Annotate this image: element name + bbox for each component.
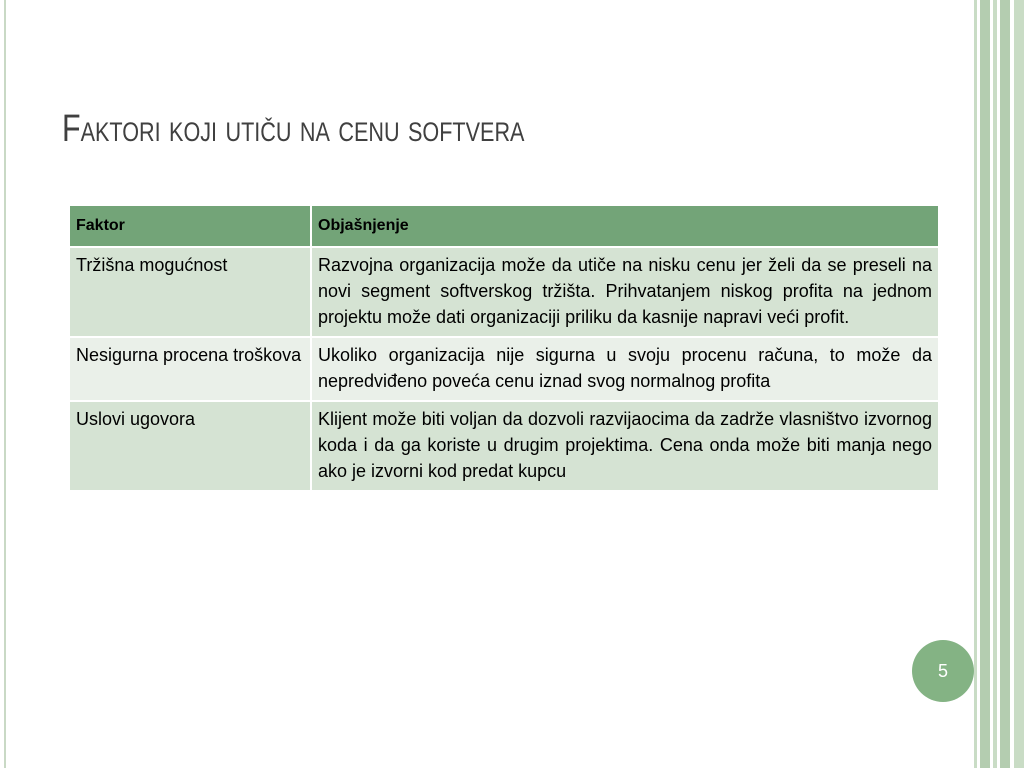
header-explanation: Objašnjenje	[311, 205, 939, 247]
table-row	[69, 401, 939, 491]
table-row	[69, 247, 939, 337]
page-number-badge: 5	[912, 640, 974, 702]
decorative-side-stripes	[974, 0, 1024, 768]
header-factor: Faktor	[69, 205, 311, 247]
table-row	[69, 337, 939, 401]
explanation-cell: Ukoliko organizacija nije sigurna u svoju procenu računa, to može da nepredviđeno poveća cenu iznad svog normalnog profita	[311, 337, 939, 401]
factor-cell: Uslovi ugovora	[69, 401, 311, 491]
left-frame-line	[4, 0, 6, 768]
slide-title: Faktori koji utiču na cenu softvera	[62, 108, 525, 150]
factor-cell: Tržišna mogućnost	[69, 247, 311, 337]
factors-table	[68, 204, 940, 492]
explanation-cell: Klijent može biti voljan da dozvoli razvijaocima da zadrže vlasništvo izvornog koda i da ga koriste u drugim projektima. Cena onda može biti manja nego ako je izvorni kod predat kupcu	[311, 401, 939, 491]
table-header-row	[69, 205, 939, 247]
explanation-cell: Razvojna organizacija može da utiče na nisku cenu jer želi da se preseli na novi segment softverskog tržišta. Prihvatanjem niskog profita na jednom projektu može dati organizaciji priliku da kasnije napravi veći profit.	[311, 247, 939, 337]
factor-cell: Nesigurna procena troškova	[69, 337, 311, 401]
